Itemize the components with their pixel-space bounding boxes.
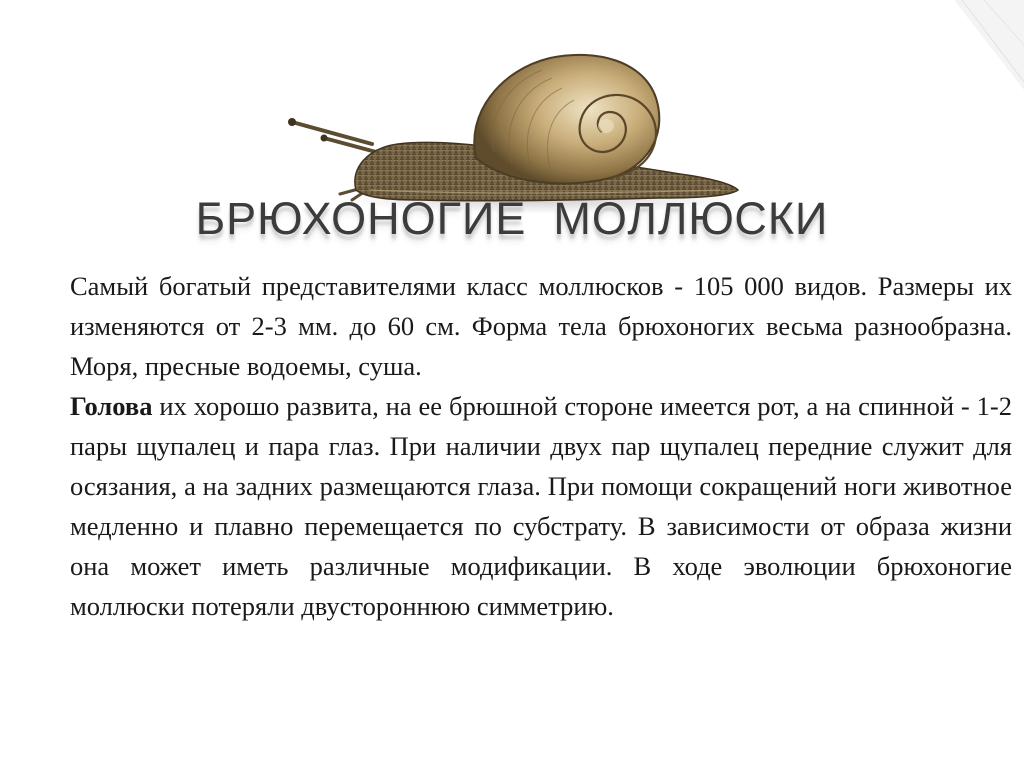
paragraph-head [70,386,1012,626]
paragraph-intro: Самый богатый представителями класс моллюсков - 105 000 видов. Размеры их изменяются от 2-3 мм. до 60 см. Форма тела брюхоногих весьма разнообразна. Моря, пресные водоемы, суша. [70,271,1012,381]
body-text [70,266,1012,626]
page-corner-fold [954,0,1024,90]
lead-term-head: Голова [70,391,153,421]
slide-title: БРЮХОНОГИЕ МОЛЛЮСКИ [195,193,829,244]
paragraph-head-text: их хорошо развита, на ее брюшной стороне имеется рот, а на спинной - 1-2 пары щупалец и пара глаз. При наличии двух пар щупалец передние служит для осязания, а на задних размещаются глаза. При помощи сокращений ноги животное медленно и плавно перемещается по субстрату. В зависимости от образа жизни она может иметь различные модификации. В ходе эволюции брюхоногие моллюски потеряли двустороннюю симметрию. [70,391,1012,621]
